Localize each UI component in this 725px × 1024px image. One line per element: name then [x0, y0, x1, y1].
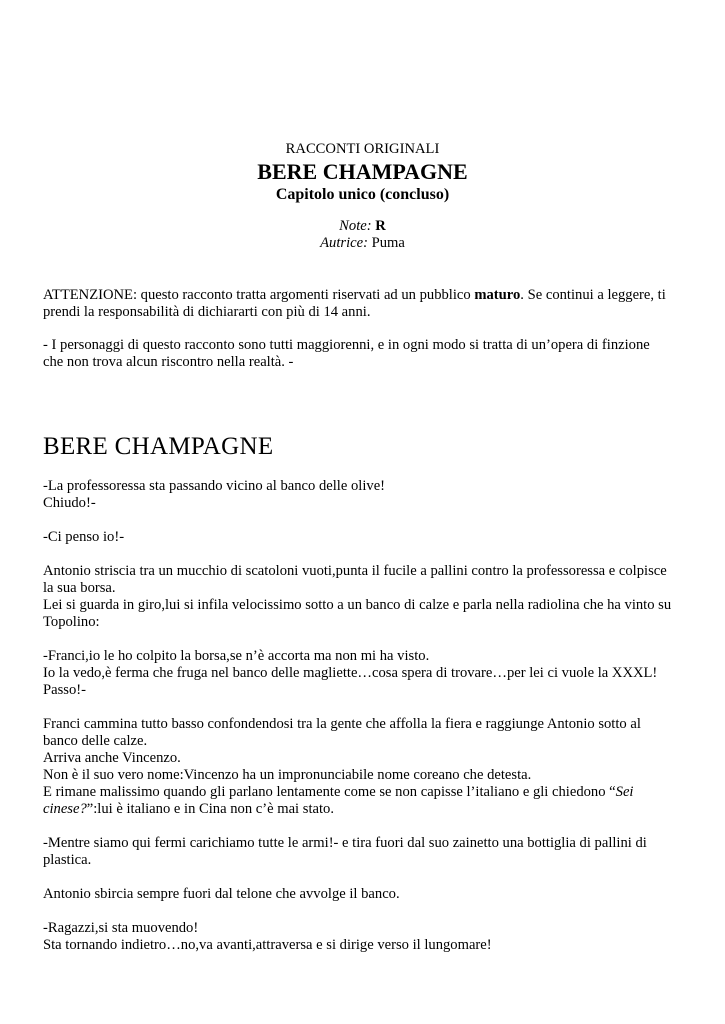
paragraph: [43, 563, 688, 631]
text-span: E rimane malissimo quando gli parlano lentamente come se non capisse l’italiano e gli chiedono “: [43, 784, 616, 800]
warning-line-1: [43, 287, 683, 304]
paragraph: [43, 478, 688, 512]
warning-text-end: . Se continui a leggere, ti: [520, 287, 666, 303]
text-line: banco delle calze.: [43, 733, 148, 749]
text-line: Antonio striscia tra un mucchio di scatoloni vuoti,punta il fucile a pallini contro la professoressa e colpisce: [43, 563, 667, 579]
note-value: R: [375, 218, 386, 234]
paragraph: [43, 835, 688, 869]
text-line: -Ragazzi,si sta muovendo!: [43, 920, 199, 936]
text-line: [43, 801, 688, 818]
text-line: Io la vedo,è ferma che fruga nel banco delle magliette…cosa spera di trovare…per lei ci vuole la XXXL!: [43, 665, 658, 681]
text-line: -Mentre siamo qui fermi carichiamo tutte le armi!- e tira fuori dal suo zainetto una bottiglia di pallini di: [43, 835, 647, 851]
warning-text: ATTENZIONE: questo racconto tratta argomenti riservati ad un pubblico: [43, 287, 475, 303]
paragraph: [43, 648, 688, 699]
note-line: [0, 218, 725, 235]
text-line: Franci cammina tutto basso confondendosi tra la gente che affolla la fiera e raggiunge Antonio sotto al: [43, 716, 641, 732]
text-line: la sua borsa.: [43, 580, 116, 596]
content-warning: [43, 287, 683, 321]
paragraph: [43, 529, 688, 546]
story-body: [43, 478, 688, 954]
story-title: BERE CHAMPAGNE: [43, 433, 274, 460]
text-line: -Franci,io le ho colpito la borsa,se n’è accorta ma non mi ha visto.: [43, 648, 430, 664]
fiction-disclaimer: [43, 337, 683, 371]
disclaimer-line-2: che non trova alcun riscontro nella realtà. -: [43, 354, 294, 370]
disclaimer-line-1: - I personaggi di questo racconto sono tutti maggiorenni, e in ogni modo si tratta di un’opera di finzione: [43, 337, 650, 353]
text-line: Chiudo!-: [43, 495, 96, 511]
document-title: BERE CHAMPAGNE: [257, 159, 468, 184]
text-line: Lei si guarda in giro,lui si infila velocissimo sotto a un banco di calze e parla nella radiolina che ha vinto su: [43, 597, 672, 613]
text-line: plastica.: [43, 852, 92, 868]
paragraph: [43, 920, 688, 954]
author-label: Autrice:: [320, 235, 368, 251]
text-line: Passo!-: [43, 682, 86, 698]
chapter-subtitle: Capitolo unico (concluso): [275, 186, 450, 203]
section-label: RACCONTI ORIGINALI: [285, 141, 440, 157]
metadata-block: [0, 218, 725, 252]
text-span: ”:lui è italiano e in Cina non c’è mai stato.: [86, 801, 334, 817]
paragraph: [43, 886, 688, 903]
text-line: Antonio sbircia sempre fuori dal telone che avvolge il banco.: [43, 886, 400, 902]
paragraph: [43, 716, 688, 818]
text-line: Arriva anche Vincenzo.: [43, 750, 181, 766]
warning-bold: maturo: [474, 287, 521, 303]
text-line: Non è il suo vero nome:Vincenzo ha un impronunciabile nome coreano che detesta.: [43, 767, 532, 783]
text-line: Sta tornando indietro…no,va avanti,attraversa e si dirige verso il lungomare!: [43, 937, 492, 953]
author-value: Puma: [371, 235, 405, 251]
warning-line-2: prendi la responsabilità di dichiararti con più di 14 anni.: [43, 304, 371, 320]
text-line: [43, 784, 688, 801]
text-line: Topolino:: [43, 614, 100, 630]
text-line: -Ci penso io!-: [43, 529, 125, 545]
text-line: -La professoressa sta passando vicino al banco delle olive!: [43, 478, 386, 494]
document-header: [0, 141, 725, 252]
note-label: Note:: [339, 218, 372, 234]
author-line: [0, 235, 725, 252]
italic-span: Sei: [615, 784, 634, 800]
italic-span: cinese?: [43, 801, 87, 817]
